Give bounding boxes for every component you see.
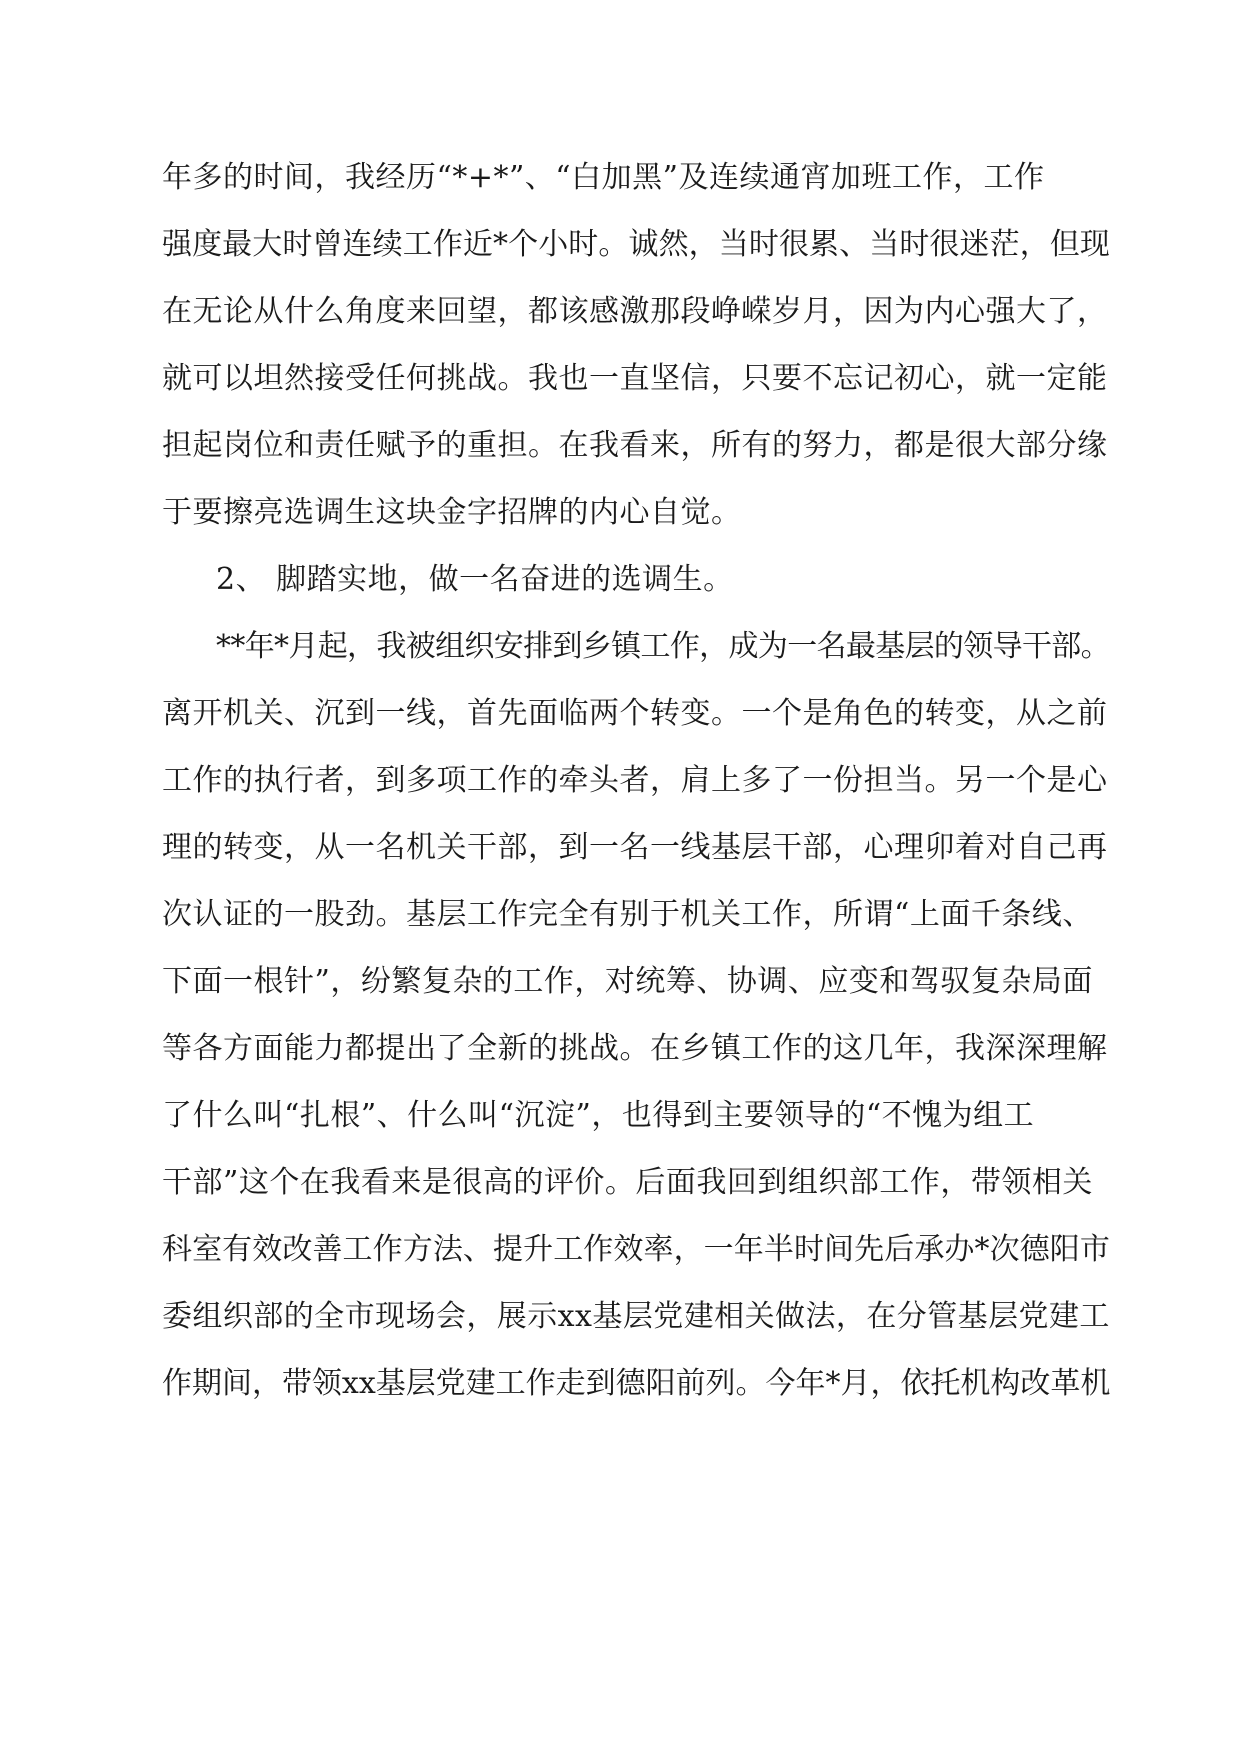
paragraph-line: 担起岗位和责任赋予的重担。在我看来，所有的努力，都是很大部分缘 [162, 428, 1108, 463]
paragraph-line: **年*月起，我被组织安排到乡镇工作，成为一名最基层的领导干部。 [216, 629, 1110, 664]
paragraph-line: 下面一根针”，纷繁复杂的工作，对统筹、协调、应变和驾驭复杂局面 [162, 964, 1093, 999]
paragraph-line: 强度最大时曾连续工作近*个小时。诚然，当时很累、当时很迷茫，但现 [162, 227, 1110, 262]
paragraph-line: 工作的执行者，到多项工作的牵头者，肩上多了一份担当。另一个是心 [162, 763, 1108, 798]
paragraph-line: 于要擦亮选调生这块金字招牌的内心自觉。 [162, 495, 742, 530]
paragraph-line: 就可以坦然接受任何挑战。我也一直坚信，只要不忘记初心，就一定能 [162, 361, 1108, 396]
paragraph-line: 等各方面能力都提出了全新的挑战。在乡镇工作的这几年，我深深理解 [162, 1031, 1108, 1066]
paragraph-line: 科室有效改善工作方法、提升工作效率，一年半时间先后承办*次德阳市 [162, 1232, 1110, 1267]
paragraph-line: 作期间，带领xx基层党建工作走到德阳前列。今年*月，依托机构改革机 [162, 1366, 1111, 1401]
paragraph-line: 了什么叫“扎根”、什么叫“沉淀”，也得到主要领导的“不愧为组工 [162, 1098, 1035, 1133]
paragraph-line: 理的转变，从一名机关干部，到一名一线基层干部，心理卯着对自己再 [162, 830, 1108, 865]
paragraph-line: 在无论从什么角度来回望，都该感激那段峥嵘岁月，因为内心强大了， [162, 294, 1108, 329]
paragraph-line: 年多的时间，我经历“*+*”、“白加黑”及连续通宵加班工作，工作 [162, 160, 1045, 195]
paragraph-line: 干部”这个在我看来是很高的评价。后面我回到组织部工作，带领相关 [162, 1165, 1093, 1200]
section-heading: 2、 脚踏实地，做一名奋进的选调生。 [216, 562, 734, 597]
paragraph-line: 次认证的一股劲。基层工作完全有别于机关工作，所谓“上面千条线、 [162, 897, 1093, 932]
paragraph-line: 委组织部的全市现场会，展示xx基层党建相关做法，在分管基层党建工 [162, 1299, 1110, 1334]
paragraph-line: 离开机关、沉到一线，首先面临两个转变。一个是角色的转变，从之前 [162, 696, 1108, 731]
